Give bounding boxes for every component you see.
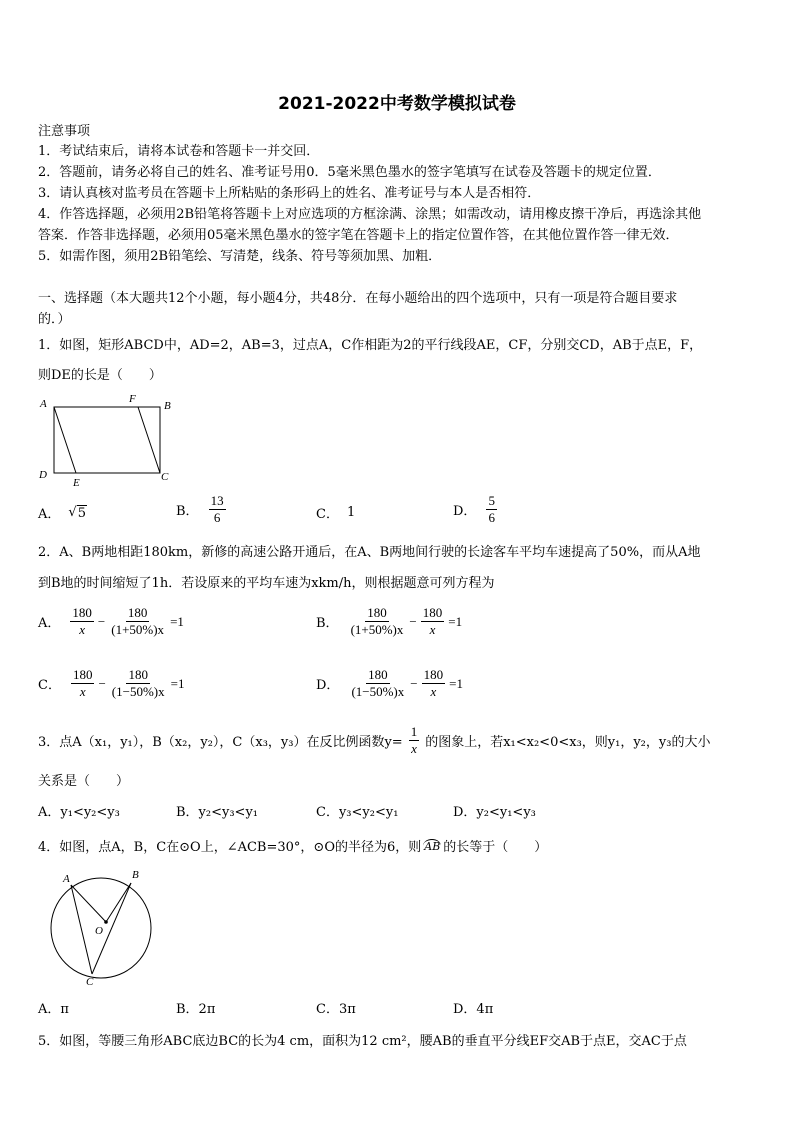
fraction — [421, 605, 445, 639]
q3-option-c: C．y₃<y₂<y₁ — [316, 805, 399, 820]
fraction — [71, 667, 95, 701]
fraction — [110, 667, 167, 701]
option-label: B． — [316, 616, 339, 632]
option-label: B． — [176, 504, 199, 520]
q1-option-d — [453, 493, 499, 527]
label-f: F — [129, 393, 136, 405]
numerator: 1 — [409, 724, 420, 741]
q1-option-c — [316, 503, 355, 522]
denominator: (1−50%)x — [351, 684, 405, 700]
q2-text: 2．A、B两地相距180km，新修的高速公路开通后，在A、B两地间行驶的长途客车平均车速提高了50%，而从A地 — [38, 545, 701, 560]
notice-item-3: 3．请认真核对监考员在答题卡上所粘贴的条形码上的姓名、准考证号与本人是否相符． — [38, 186, 541, 201]
notice-item-5: 5．如需作图，须用2B铅笔绘、写清楚，线条、符号等须加黑、加粗． — [38, 249, 442, 264]
q3-text-part2: 的图象上，若x₁<x₂<0<x₃，则y₁，y₂，y₃的大小 — [425, 735, 711, 751]
q4-text-part1: 4．如图，点A，B，C在⊙O上，∠ACB=30°，⊙O的半径为6，则 — [38, 840, 422, 855]
fraction — [349, 605, 406, 639]
minus-sign: − — [410, 675, 418, 691]
q2-option-c — [38, 667, 186, 701]
fraction — [109, 605, 166, 639]
q2-option-b — [316, 605, 464, 639]
section-heading-cont: 的．） — [38, 312, 71, 327]
q4-option-a: A．π — [38, 1002, 69, 1017]
equals-one: =1 — [448, 613, 463, 629]
notice-heading: 注意事项 — [38, 124, 91, 139]
numerator: 180 — [422, 667, 446, 684]
numerator: 180 — [126, 605, 150, 622]
q4-option-b: B．2π — [176, 1002, 216, 1017]
label-b: B — [132, 869, 139, 881]
arc-ab: AB — [424, 839, 441, 853]
fraction — [409, 724, 420, 758]
q4-circle-figure — [45, 864, 165, 989]
fraction — [422, 667, 446, 701]
segment-ae — [54, 407, 76, 473]
segment-cf — [138, 407, 160, 473]
label-a: A — [40, 398, 47, 410]
equals-one: =1 — [170, 675, 185, 691]
q2-option-d — [316, 667, 465, 701]
fraction — [70, 605, 94, 639]
denominator: 6 — [213, 510, 221, 526]
denominator: x — [429, 622, 436, 638]
label-a: A — [63, 873, 70, 885]
equals-one: =1 — [449, 675, 463, 691]
label-b: B — [164, 400, 171, 412]
denominator: x — [430, 684, 437, 700]
fraction — [349, 667, 406, 701]
option-label: A． — [38, 507, 61, 522]
q4-option-c: C．3π — [316, 1002, 356, 1017]
numerator: 180 — [70, 605, 94, 622]
label-c: C — [86, 976, 94, 988]
q1-text-cont: 则DE的长是（ ） — [38, 368, 162, 383]
q2-text-cont: 到B地的时间缩短了1h．若设原来的平均车速为xkm/h，则根据题意可列方程为 — [38, 576, 495, 591]
minus-sign: − — [97, 613, 106, 629]
q3-option-a: A．y₁<y₂<y₃ — [38, 805, 120, 820]
equation — [347, 605, 465, 639]
numerator: 180 — [126, 667, 150, 684]
notice-item-4: 4．作答选择题，必须用2B铅笔将答题卡上对应选项的方框涂满、涂黑；如需改动，请用橡皮擦干净后，再选涂其他 — [38, 207, 702, 222]
section-heading: 一、选择题（本大题共12个小题，每小题4分，共48分．在每小题给出的四个选项中，只有一项是符合题目要求 — [38, 291, 678, 306]
sqrt-symbol: √ — [68, 505, 77, 520]
notice-item-2: 2．答题前，请务必将自己的姓名、准考证号用0．5毫米黑色墨水的签字笔填写在试卷及答题卡的规定位置． — [38, 165, 661, 180]
fraction — [486, 493, 497, 527]
equals-one: =1 — [170, 613, 184, 629]
option-label: C． — [38, 678, 61, 694]
q3-option-b: B．y₂<y₃<y₁ — [176, 805, 259, 820]
q3-text-part1: 3．点A（x₁，y₁），B（x₂，y₂），C（x₃，y₃）在反比例函数y= — [38, 735, 403, 751]
option-label: A． — [38, 616, 61, 632]
notice-item-1: 1．考试结束后，请将本试卷和答题卡一并交回． — [38, 144, 320, 159]
q3-text-cont: 关系是（ ） — [38, 774, 130, 789]
equation — [68, 605, 186, 639]
minus-sign: − — [409, 613, 417, 629]
q4-text — [38, 836, 547, 855]
q4-text-part2: 的长等于（ ） — [443, 840, 548, 855]
q5-text: 5．如图，等腰三角形ABC底边BC的长为4 cm，面积为12 cm²，腰AB的垂直平分线EF交AB于点E，交AC于点 — [38, 1034, 687, 1049]
option-label: D． — [453, 504, 477, 520]
chord-ac — [71, 885, 92, 974]
denominator: x — [79, 684, 86, 700]
numerator: 180 — [71, 667, 95, 684]
equation — [69, 667, 187, 701]
q2-option-a — [38, 605, 186, 639]
numerator: 13 — [209, 493, 226, 510]
page-title: 2021-2022中考数学模拟试卷 — [278, 94, 516, 114]
option-label: C． — [316, 507, 339, 522]
denominator: (1−50%)x — [111, 684, 165, 700]
q1-rectangle-figure — [34, 392, 179, 490]
radicand: 5 — [77, 505, 86, 521]
denominator: (1+50%)x — [350, 622, 404, 638]
label-o: O — [95, 925, 103, 937]
label-c: C — [161, 471, 169, 483]
denominator: 6 — [488, 510, 495, 526]
denominator: (1+50%)x — [111, 622, 165, 638]
denominator: x — [411, 741, 417, 757]
numerator: 180 — [421, 605, 445, 622]
numerator: 5 — [486, 493, 497, 510]
minus-sign: − — [98, 675, 106, 691]
center-point — [104, 920, 108, 924]
q1-option-b — [176, 493, 228, 527]
denominator: x — [79, 622, 86, 638]
notice-item-4-cont: 答案．作答非选择题，必须用05毫米黑色墨水的签字笔在答题卡上的指定位置作答，在其他位置作答一律无效． — [38, 228, 679, 243]
option-value: 1 — [346, 505, 356, 520]
radius-oa — [71, 885, 106, 922]
q4-option-d: D．4π — [453, 1002, 494, 1017]
label-e: E — [73, 477, 80, 489]
numerator: 180 — [365, 605, 389, 622]
q3-option-d: D．y₂<y₁<y₃ — [453, 805, 536, 820]
q1-option-a — [38, 503, 87, 522]
label-d: D — [39, 469, 47, 481]
option-label: D． — [316, 678, 340, 694]
equation — [347, 667, 465, 701]
rect-abcd — [54, 407, 160, 473]
fraction — [209, 493, 226, 527]
radius-ob — [106, 883, 131, 922]
numerator: 180 — [366, 667, 390, 684]
q1-text: 1．如图，矩形ABCD中，AD=2，AB=3，过点A，C作相距为2的平行线段AE，CF，分别交CD，AB于点E，F， — [38, 338, 703, 353]
q3-text — [38, 724, 710, 758]
